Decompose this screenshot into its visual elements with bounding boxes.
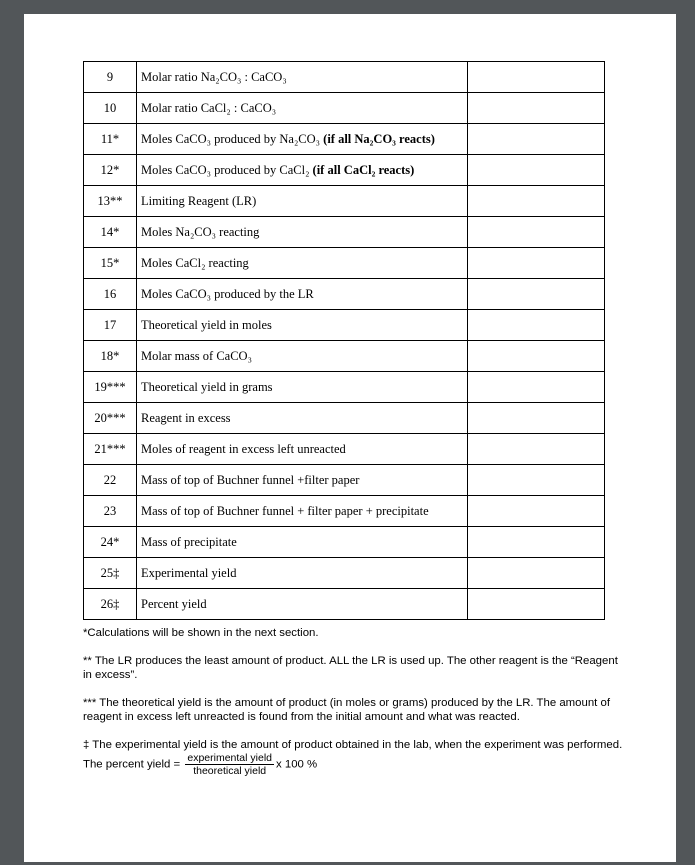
row-number: 14* xyxy=(84,217,137,248)
row-label: Theoretical yield in grams xyxy=(141,379,273,394)
row-description xyxy=(137,434,468,465)
percent-yield-fraction xyxy=(185,752,274,777)
row-number: 9 xyxy=(84,62,137,93)
row-description xyxy=(137,62,468,93)
row-value-cell[interactable] xyxy=(468,527,605,558)
row-label-emphasis: (if all Na₂CO₃ reacts) xyxy=(323,131,435,146)
row-description xyxy=(137,558,468,589)
row-label: Reagent in excess xyxy=(141,410,231,425)
row-number: 16 xyxy=(84,279,137,310)
row-number: 20*** xyxy=(84,403,137,434)
table-row xyxy=(84,496,605,527)
row-label: Mass of top of Buchner funnel + filter paper + precipitate xyxy=(141,503,429,518)
table-row xyxy=(84,341,605,372)
row-description xyxy=(137,403,468,434)
table-row xyxy=(84,527,605,558)
row-description xyxy=(137,372,468,403)
fraction-multiplier: x 100 % xyxy=(276,758,318,771)
row-value-cell[interactable] xyxy=(468,589,605,620)
row-description xyxy=(137,310,468,341)
table-row xyxy=(84,217,605,248)
row-description xyxy=(137,217,468,248)
row-label: Moles CaCO₃ produced by CaCl₂ xyxy=(141,162,313,177)
row-value-cell[interactable] xyxy=(468,248,605,279)
row-label: Mass of precipitate xyxy=(141,534,237,549)
row-number: 25‡ xyxy=(84,558,137,589)
row-label: Moles CaCl₂ reacting xyxy=(141,255,249,270)
table-row xyxy=(84,155,605,186)
table-row xyxy=(84,558,605,589)
row-number: 15* xyxy=(84,248,137,279)
row-value-cell[interactable] xyxy=(468,310,605,341)
row-value-cell[interactable] xyxy=(468,93,605,124)
row-value-cell[interactable] xyxy=(468,403,605,434)
row-description xyxy=(137,124,468,155)
table-row xyxy=(84,589,605,620)
row-value-cell[interactable] xyxy=(468,341,605,372)
row-value-cell[interactable] xyxy=(468,62,605,93)
table-row xyxy=(84,403,605,434)
row-value-cell[interactable] xyxy=(468,434,605,465)
row-label: Percent yield xyxy=(141,596,207,611)
fraction-numerator: experimental yield xyxy=(187,752,272,764)
document-page xyxy=(24,14,676,862)
row-value-cell[interactable] xyxy=(468,186,605,217)
row-label: Moles CaCO₃ produced by Na₂CO₃ xyxy=(141,131,324,146)
row-description xyxy=(137,341,468,372)
row-value-cell[interactable] xyxy=(468,465,605,496)
row-number: 18* xyxy=(84,341,137,372)
footnotes xyxy=(83,626,623,791)
row-number: 21*** xyxy=(84,434,137,465)
row-description xyxy=(137,279,468,310)
row-number: 10 xyxy=(84,93,137,124)
table-row xyxy=(84,310,605,341)
row-label: Molar mass of CaCO₃ xyxy=(141,348,252,363)
table-row xyxy=(84,279,605,310)
row-label: Experimental yield xyxy=(141,565,237,580)
row-number: 11* xyxy=(84,124,137,155)
row-description xyxy=(137,589,468,620)
row-description xyxy=(137,465,468,496)
row-description xyxy=(137,527,468,558)
row-label: Limiting Reagent (LR) xyxy=(141,193,257,208)
table-row xyxy=(84,372,605,403)
table-row xyxy=(84,465,605,496)
note-theoretical-yield: *** The theoretical yield is the amount of product (in moles or grams) produced by the LR. The amount of reagent in excess left unreacted is found from the initial amount and what was reacted. xyxy=(83,697,610,723)
row-label: Moles Na₂CO₃ reacting xyxy=(141,224,260,239)
row-value-cell[interactable] xyxy=(468,155,605,186)
row-description xyxy=(137,155,468,186)
row-number: 12* xyxy=(84,155,137,186)
row-label: Molar ratio Na₂CO₃ : CaCO₃ xyxy=(141,69,287,84)
row-number: 22 xyxy=(84,465,137,496)
table-row xyxy=(84,124,605,155)
row-label-emphasis: (if all CaCl₂ reacts) xyxy=(312,162,415,177)
row-label: Moles of reagent in excess left unreacted xyxy=(141,441,346,456)
note-experimental-yield xyxy=(83,738,623,777)
table-row xyxy=(84,62,605,93)
table-row xyxy=(84,186,605,217)
row-value-cell[interactable] xyxy=(468,558,605,589)
row-number: 19*** xyxy=(84,372,137,403)
row-number: 17 xyxy=(84,310,137,341)
note-calculations: *Calculations will be shown in the next section. xyxy=(83,627,319,639)
row-value-cell[interactable] xyxy=(468,279,605,310)
table-row xyxy=(84,93,605,124)
note-limiting-reagent: ** The LR produces the least amount of product. ALL the LR is used up. The other reagent is the “Reagent in excess”. xyxy=(83,655,618,681)
row-number: 24* xyxy=(84,527,137,558)
note-experimental-text: ‡ The experimental yield is the amount of product obtained in the lab, when the experiment was performed. The percent yield = xyxy=(83,739,623,771)
row-number: 23 xyxy=(84,496,137,527)
row-number: 26‡ xyxy=(84,589,137,620)
row-label: Moles CaCO₃ produced by the LR xyxy=(141,286,314,301)
table-row xyxy=(84,248,605,279)
row-value-cell[interactable] xyxy=(468,124,605,155)
row-label: Molar ratio CaCl₂ : CaCO₃ xyxy=(141,100,277,115)
row-description xyxy=(137,248,468,279)
row-value-cell[interactable] xyxy=(468,217,605,248)
row-label: Theoretical yield in moles xyxy=(141,317,272,332)
results-table xyxy=(83,61,605,620)
row-description xyxy=(137,186,468,217)
row-number: 13** xyxy=(84,186,137,217)
row-label: Mass of top of Buchner funnel +filter paper xyxy=(141,472,360,487)
row-value-cell[interactable] xyxy=(468,372,605,403)
row-description xyxy=(137,93,468,124)
fraction-denominator: theoretical yield xyxy=(193,765,267,777)
table-row xyxy=(84,434,605,465)
row-value-cell[interactable] xyxy=(468,496,605,527)
row-description xyxy=(137,496,468,527)
